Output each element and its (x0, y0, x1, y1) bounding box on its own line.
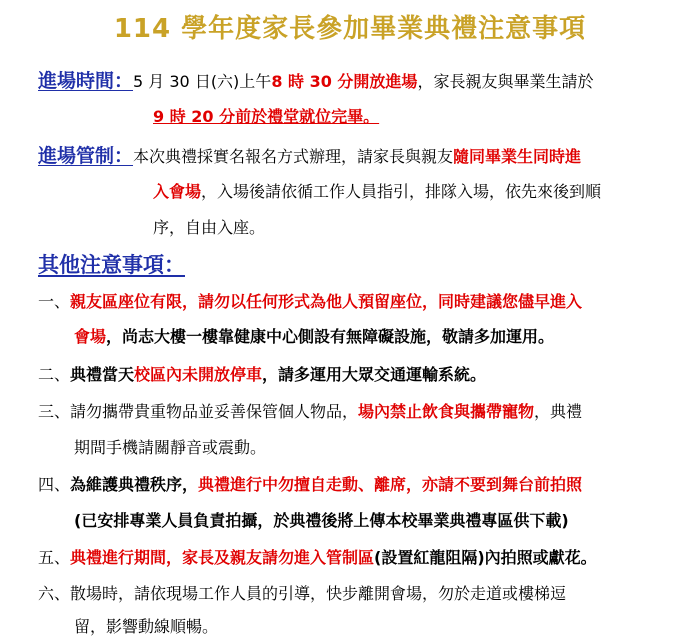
item-1-text-1: 親友區座位有限，請勿以任何形式為他人預留座位，同時建議您儘早進入 (70, 292, 583, 311)
item-4-text-a: 為維護典禮秩序， (70, 475, 199, 494)
item-5-highlight: 典禮進行期間，家長及親友請勿進入管制區 (70, 548, 375, 567)
entry-time-open: 8 時 30 分開放進場 (271, 72, 418, 91)
entry-control-highlight-1: 隨同畢業生同時進 (453, 147, 582, 166)
item-4-number: 四、 (38, 475, 71, 494)
entry-time-date: 5 月 30 日(六)上午 (133, 72, 272, 91)
item-3-number: 三、 (38, 402, 71, 421)
item-3-text-c: ，典禮 (534, 402, 583, 421)
item-5-number: 五、 (38, 548, 71, 567)
entry-time-seat-deadline: 9 時 20 分前於禮堂就位完畢。 (153, 107, 380, 126)
item-2-row (38, 364, 486, 386)
item-1-highlight: 會場 (74, 327, 107, 346)
item-6-text-1: 散場時，請依現場工作人員的引導，快步離開會場，勿於走道或樓梯逗 (70, 584, 567, 603)
item-3-row-1 (38, 401, 582, 423)
entry-control-row-1 (38, 145, 581, 168)
item-6-row-1 (38, 583, 566, 605)
entry-control-row-3 (153, 217, 265, 239)
entry-control-text-2: ，入場後請依循工作人員指引，排隊入場，依先來後到順 (201, 182, 602, 201)
other-notes-heading: 其他注意事項： (38, 253, 185, 277)
item-2-highlight: 校區內未開放停車 (134, 365, 263, 384)
item-6-number: 六、 (38, 584, 71, 603)
item-2-number: 二、 (38, 365, 71, 384)
item-3-row-2 (74, 437, 266, 459)
item-3-text-2: 期間手機請關靜音或震動。 (74, 438, 267, 457)
entry-control-text-3: 序，自由入座。 (153, 218, 266, 237)
entry-control-highlight-2: 入會場 (153, 182, 202, 201)
item-3-highlight: 場內禁止飲食與攜帶寵物 (358, 402, 535, 421)
item-5-text-b: (設置紅龍阻隔)內拍照或獻花。 (374, 548, 597, 567)
item-1-text-2: ，尚志大樓一樓靠健康中心側設有無障礙設施，敬請多加運用。 (106, 327, 555, 346)
item-4-highlight: 典禮進行中勿擅自走動、離席，亦請不要到舞台前拍照 (198, 475, 583, 494)
item-1-row-2 (74, 326, 554, 348)
item-6-row-2 (74, 616, 218, 638)
item-2-text-a: 典禮當天 (70, 365, 135, 384)
entry-time-heading: 進場時間： (38, 70, 134, 92)
item-1-number: 一、 (38, 292, 71, 311)
page-title: 114 學年度家長參加畢業典禮注意事項 (113, 14, 587, 44)
item-4-text-2: (已安排專業人員負責拍攝，於典禮後將上傳本校畢業典禮專區供下載) (74, 511, 569, 530)
item-5-row (38, 547, 597, 569)
entry-time-note: ，家長親友與畢業生請於 (417, 72, 594, 91)
other-notes-row (38, 254, 185, 278)
item-2-text-c: ，請多運用大眾交通運輸系統。 (262, 365, 487, 384)
item-3-text-a: 請勿攜帶貴重物品並妥善保管個人物品， (70, 402, 359, 421)
item-4-row-1 (38, 474, 582, 496)
entry-time-row-1 (38, 70, 593, 93)
item-4-row-2 (74, 510, 569, 532)
entry-control-row-2 (153, 181, 601, 203)
item-1-row-1 (38, 291, 582, 313)
item-6-text-2: 留，影響動線順暢。 (74, 617, 219, 636)
entry-control-text-1: 本次典禮採實名報名方式辦理，請家長與親友 (133, 147, 454, 166)
entry-time-row-2 (153, 106, 379, 128)
entry-control-heading: 進場管制： (38, 145, 134, 167)
